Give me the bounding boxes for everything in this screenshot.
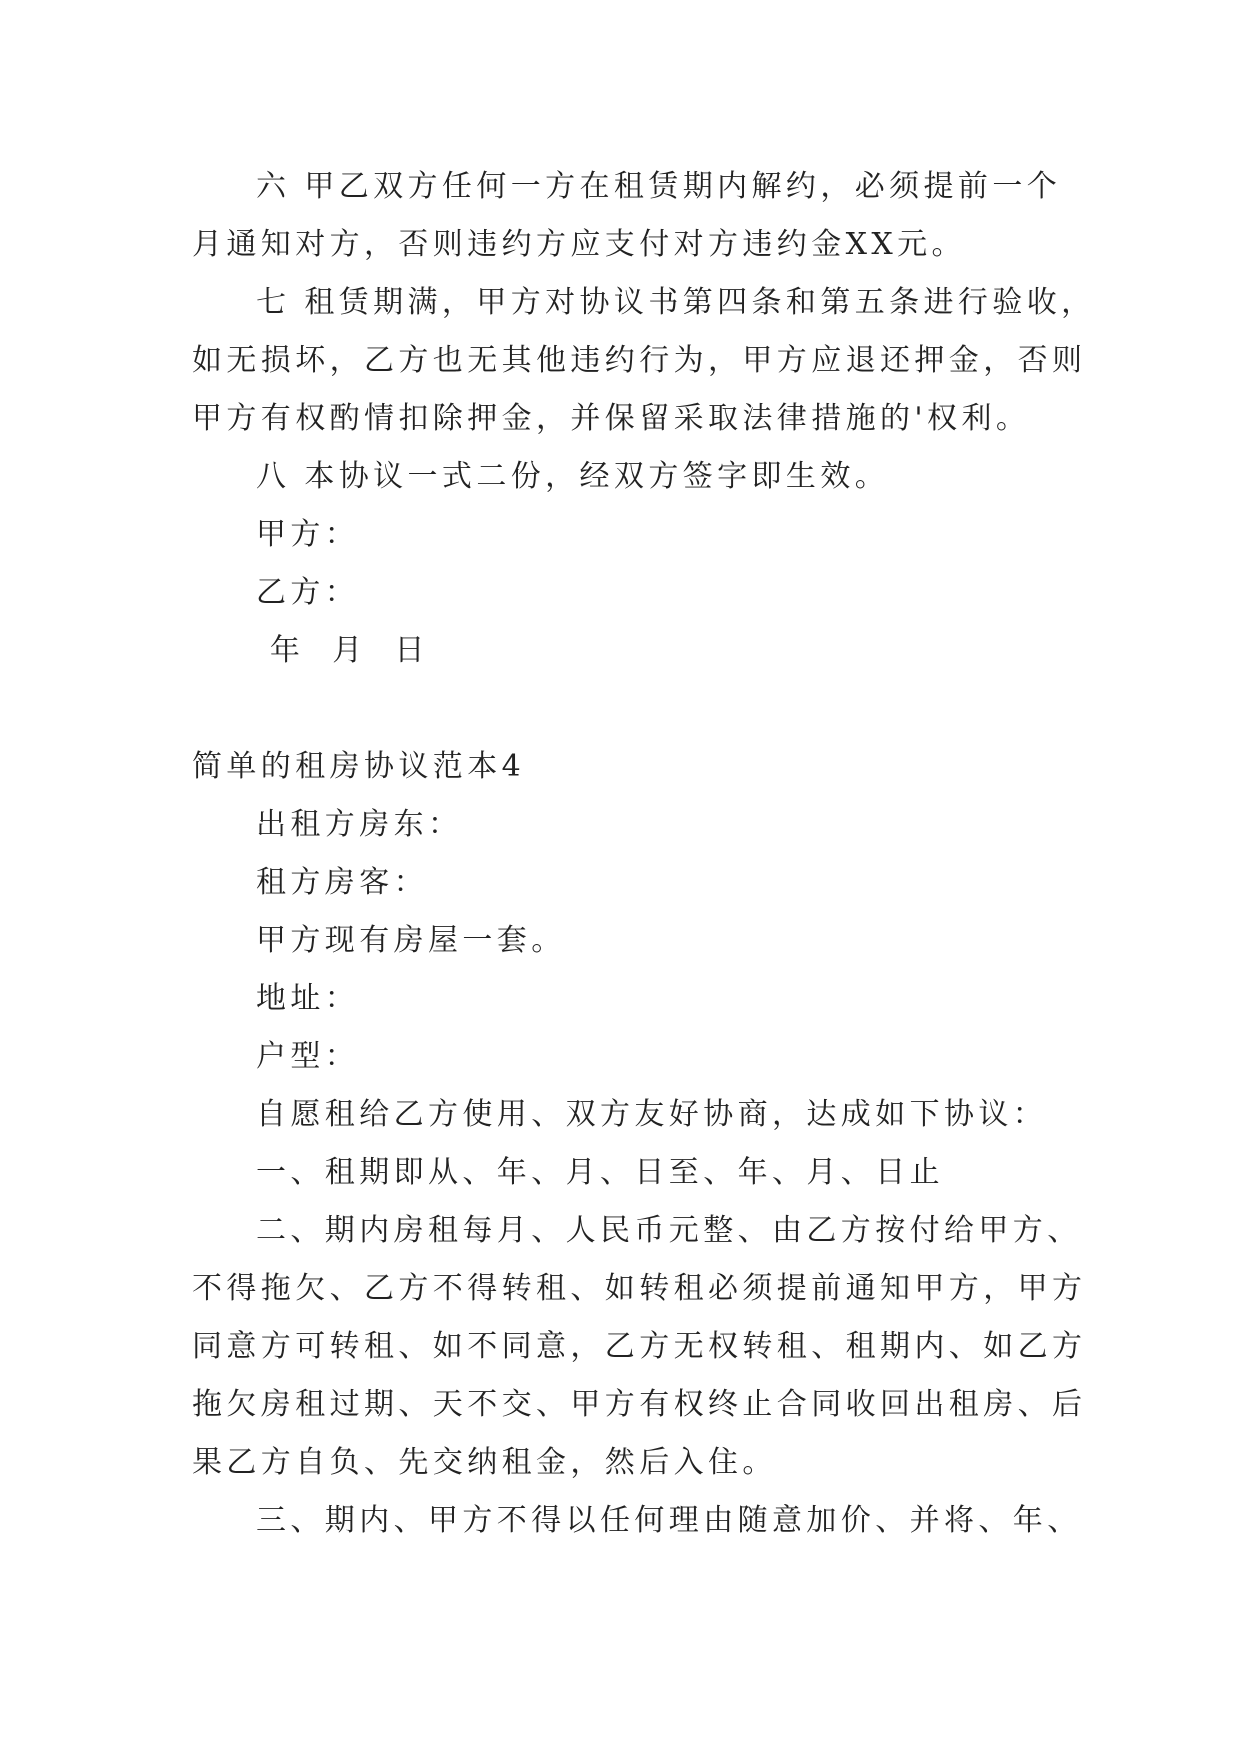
clause-two-line-2: 不得拖欠、乙方不得转租、如转租必须提前通知甲方，甲方 (192, 1271, 1087, 1306)
clause-three-line-1: 三、期内、甲方不得以任何理由随意加价、并将、年、 (256, 1503, 1082, 1538)
address-line: 地址： (256, 981, 360, 1016)
property-line: 甲方现有房屋一套。 (256, 923, 566, 958)
clause-two-line-3: 同意方可转租、如不同意，乙方无权转租、租期内、如乙方 (192, 1329, 1087, 1364)
clause-eight: 八 本协议一式二份，经双方签字即生效。 (256, 459, 890, 494)
document-body (192, 158, 1096, 1550)
clause-two-line-4: 拖欠房租过期、天不交、甲方有权终止合同收回出租房、后 (192, 1387, 1087, 1422)
clause-one: 一、租期即从、年、月、日至、年、月、日止 (256, 1155, 944, 1190)
party-b-signature-line: 乙方： (256, 575, 360, 610)
clause-two-line-5: 果乙方自负、先交纳租金，然后入住。 (192, 1445, 777, 1480)
clause-six-line-1: 六 甲乙双方任何一方在租赁期内解约，必须提前一个 (256, 169, 1062, 204)
tenant-line: 租方房客： (256, 865, 428, 900)
clause-six-line-2: 月通知对方，否则违约方应支付对方违约金XX元。 (192, 227, 966, 262)
section-gap (192, 680, 1072, 738)
agreement-intro-line: 自愿租给乙方使用、双方友好协商，达成如下协议： (256, 1097, 1048, 1132)
clause-seven-line-1: 七 租赁期满，甲方对协议书第四条和第五条进行验收， (256, 285, 1096, 320)
layout-type-line: 户型： (256, 1039, 360, 1074)
date-line: 年 月 日 (256, 633, 429, 668)
clause-seven-line-2: 如无损坏，乙方也无其他违约行为，甲方应退还押金，否则 (192, 343, 1087, 378)
clause-two-line-1: 二、期内房租每月、人民币元整、由乙方按付给甲方、 (256, 1213, 1082, 1248)
clause-seven-line-3: 甲方有权酌情扣除押金，并保留采取法律措施的'权利。 (192, 401, 1031, 436)
section-title: 简单的租房协议范本4 (192, 749, 526, 784)
party-a-signature-line: 甲方： (256, 517, 360, 552)
landlord-line: 出租方房东： (256, 807, 463, 842)
